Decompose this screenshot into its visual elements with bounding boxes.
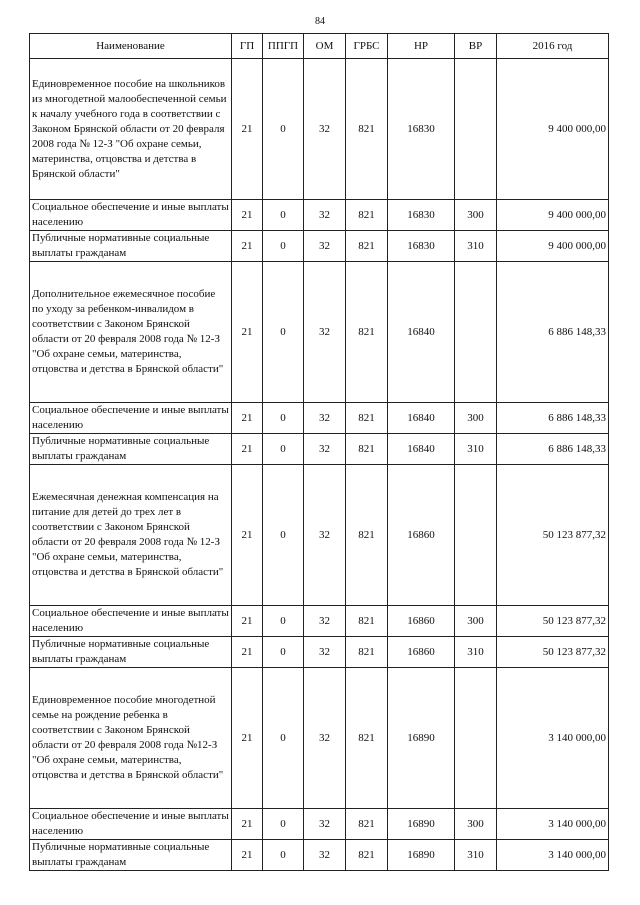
table-row: [30, 200, 609, 231]
cell-grbs: 821: [346, 200, 388, 231]
cell-grbs: 821: [346, 809, 388, 840]
cell-name: Публичные нормативные социальные выплаты гражданам: [30, 231, 232, 262]
table-row: [30, 606, 609, 637]
cell-amount: 6 886 148,33: [497, 262, 609, 403]
table-row: [30, 262, 609, 403]
cell-name: Единовременное пособие многодетной семье на рождение ребенка в соответствии с Законом Брянской области от 20 февраля 2008 года №12-З "Об охране семьи, материнства, отцовства и детства в Брянской области": [30, 668, 232, 809]
cell-nr: 16890: [388, 668, 455, 809]
table-row: [30, 668, 609, 809]
header-year: 2016 год: [497, 34, 609, 59]
cell-grbs: 821: [346, 637, 388, 668]
cell-nr: 16830: [388, 200, 455, 231]
cell-ppgp: 0: [263, 200, 304, 231]
cell-ppgp: 0: [263, 606, 304, 637]
cell-name: Социальное обеспечение и иные выплаты населению: [30, 606, 232, 637]
cell-ppgp: 0: [263, 465, 304, 606]
cell-grbs: 821: [346, 262, 388, 403]
cell-gp: 21: [232, 231, 263, 262]
header-nr: НР: [388, 34, 455, 59]
table-row: [30, 840, 609, 871]
cell-vr: 310: [455, 231, 497, 262]
cell-name: Социальное обеспечение и иные выплаты населению: [30, 403, 232, 434]
cell-name: Единовременное пособие на школьников из многодетной малообеспеченной семьи к началу учебного года в соответствии с Законом Брянской области от 20 февраля 2008 года № 12-З "Об охране семьи, материнства, отцовства и детства в Брянской области": [30, 59, 232, 200]
cell-gp: 21: [232, 434, 263, 465]
cell-nr: 16840: [388, 403, 455, 434]
cell-om: 32: [304, 231, 346, 262]
cell-nr: 16860: [388, 606, 455, 637]
cell-amount: 9 400 000,00: [497, 59, 609, 200]
cell-om: 32: [304, 434, 346, 465]
table-row: [30, 637, 609, 668]
cell-name: Социальное обеспечение и иные выплаты населению: [30, 809, 232, 840]
page-number: 84: [315, 16, 325, 27]
cell-om: 32: [304, 59, 346, 200]
cell-amount: 3 140 000,00: [497, 668, 609, 809]
cell-grbs: 821: [346, 668, 388, 809]
cell-name: Публичные нормативные социальные выплаты гражданам: [30, 840, 232, 871]
cell-vr: 300: [455, 200, 497, 231]
cell-amount: 50 123 877,32: [497, 606, 609, 637]
cell-grbs: 821: [346, 465, 388, 606]
budget-table: [29, 33, 609, 871]
cell-amount: 50 123 877,32: [497, 465, 609, 606]
header-grbs: ГРБС: [346, 34, 388, 59]
cell-grbs: 821: [346, 606, 388, 637]
cell-vr: [455, 262, 497, 403]
cell-gp: 21: [232, 606, 263, 637]
table-header-row: [30, 34, 609, 59]
cell-om: 32: [304, 809, 346, 840]
cell-name: Ежемесячная денежная компенсация на питание для детей до трех лет в соответствии с Законом Брянской области от 20 февраля 2008 года № 12-З "Об охране семьи, материнства, отцовства и детства в Брянской области": [30, 465, 232, 606]
header-om: ОМ: [304, 34, 346, 59]
cell-ppgp: 0: [263, 809, 304, 840]
cell-nr: 16890: [388, 840, 455, 871]
cell-amount: 9 400 000,00: [497, 200, 609, 231]
table-row: [30, 403, 609, 434]
cell-vr: [455, 465, 497, 606]
table-row: [30, 59, 609, 200]
table-row: [30, 434, 609, 465]
cell-gp: 21: [232, 403, 263, 434]
cell-om: 32: [304, 403, 346, 434]
cell-gp: 21: [232, 200, 263, 231]
cell-nr: 16860: [388, 637, 455, 668]
cell-amount: 3 140 000,00: [497, 840, 609, 871]
cell-vr: 310: [455, 840, 497, 871]
cell-grbs: 821: [346, 231, 388, 262]
cell-vr: 300: [455, 606, 497, 637]
cell-nr: 16830: [388, 231, 455, 262]
cell-om: 32: [304, 465, 346, 606]
cell-name: Публичные нормативные социальные выплаты гражданам: [30, 637, 232, 668]
cell-grbs: 821: [346, 403, 388, 434]
cell-amount: 9 400 000,00: [497, 231, 609, 262]
cell-grbs: 821: [346, 840, 388, 871]
cell-ppgp: 0: [263, 403, 304, 434]
cell-vr: 300: [455, 403, 497, 434]
cell-name: Публичные нормативные социальные выплаты гражданам: [30, 434, 232, 465]
cell-ppgp: 0: [263, 434, 304, 465]
cell-amount: 6 886 148,33: [497, 434, 609, 465]
cell-gp: 21: [232, 59, 263, 200]
cell-gp: 21: [232, 465, 263, 606]
cell-name: Социальное обеспечение и иные выплаты населению: [30, 200, 232, 231]
cell-nr: 16840: [388, 434, 455, 465]
cell-gp: 21: [232, 809, 263, 840]
cell-nr: 16890: [388, 809, 455, 840]
table-row: [30, 231, 609, 262]
cell-om: 32: [304, 262, 346, 403]
cell-ppgp: 0: [263, 840, 304, 871]
cell-gp: 21: [232, 840, 263, 871]
cell-ppgp: 0: [263, 637, 304, 668]
cell-ppgp: 0: [263, 668, 304, 809]
cell-ppgp: 0: [263, 59, 304, 200]
cell-gp: 21: [232, 637, 263, 668]
cell-grbs: 821: [346, 434, 388, 465]
cell-amount: 3 140 000,00: [497, 809, 609, 840]
cell-vr: 300: [455, 809, 497, 840]
cell-vr: 310: [455, 637, 497, 668]
cell-nr: 16860: [388, 465, 455, 606]
cell-amount: 6 886 148,33: [497, 403, 609, 434]
header-name: Наименование: [30, 34, 232, 59]
cell-ppgp: 0: [263, 231, 304, 262]
cell-om: 32: [304, 200, 346, 231]
cell-vr: [455, 59, 497, 200]
cell-name: Дополнительное ежемесячное пособие по уходу за ребенком-инвалидом в соответствии с Законом Брянской области от 20 февраля 2008 года № 12-З "Об охране семьи, материнства, отцовства и детства в Брянской области": [30, 262, 232, 403]
cell-ppgp: 0: [263, 262, 304, 403]
cell-gp: 21: [232, 262, 263, 403]
header-ppgp: ППГП: [263, 34, 304, 59]
cell-grbs: 821: [346, 59, 388, 200]
table-row: [30, 465, 609, 606]
cell-vr: [455, 668, 497, 809]
cell-nr: 16840: [388, 262, 455, 403]
header-vr: ВР: [455, 34, 497, 59]
table-row: [30, 809, 609, 840]
cell-om: 32: [304, 840, 346, 871]
cell-om: 32: [304, 637, 346, 668]
cell-nr: 16830: [388, 59, 455, 200]
cell-gp: 21: [232, 668, 263, 809]
cell-om: 32: [304, 606, 346, 637]
header-gp: ГП: [232, 34, 263, 59]
cell-om: 32: [304, 668, 346, 809]
cell-vr: 310: [455, 434, 497, 465]
cell-amount: 50 123 877,32: [497, 637, 609, 668]
